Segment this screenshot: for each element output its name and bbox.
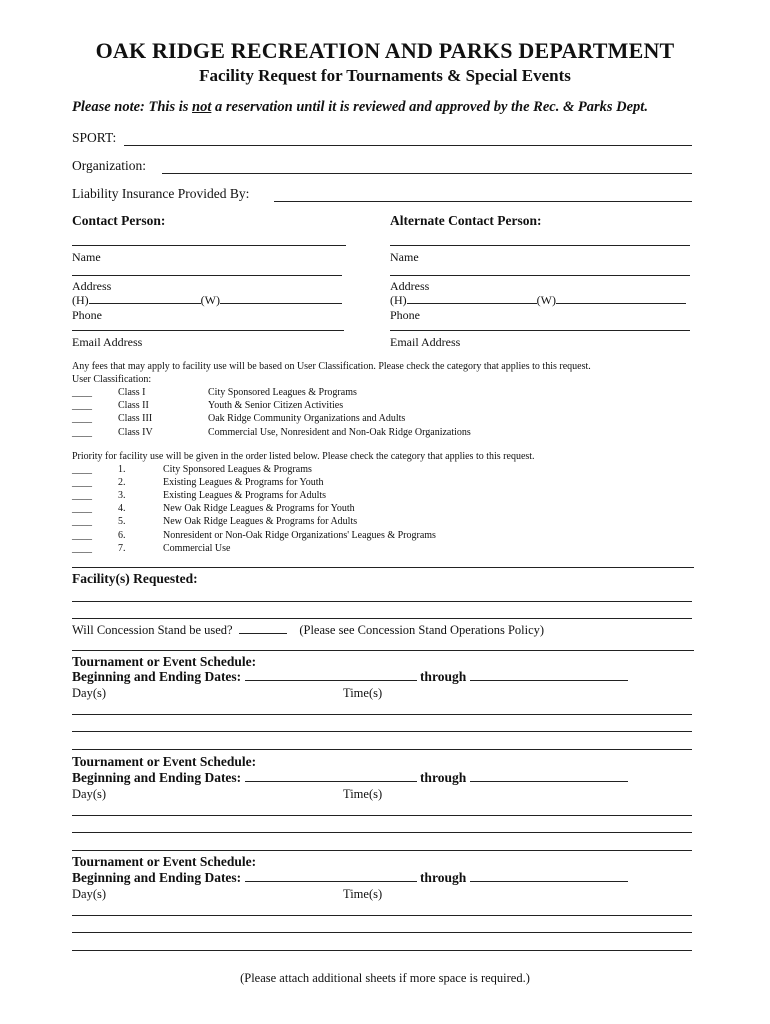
contact-phone-row: (H) (W) — [72, 293, 342, 308]
organization-label: Organization: — [72, 158, 146, 173]
alternate-contact-heading: Alternate Contact Person: — [390, 213, 542, 228]
contact-email-label: Email Address — [72, 335, 143, 349]
facility-input-line[interactable] — [72, 601, 692, 602]
schedule-input-line[interactable] — [72, 850, 692, 851]
contact-work-phone-line[interactable] — [220, 303, 342, 304]
alternate-work-phone-line[interactable] — [556, 303, 686, 304]
priority-number: 2. — [118, 477, 126, 488]
schedule-dates-row: Beginning and Ending Dates: through — [72, 870, 628, 886]
priority-description: New Oak Ridge Leagues & Programs for Youth — [163, 503, 355, 514]
priority-description: City Sponsored Leagues & Programs — [163, 464, 312, 475]
priority-number: 3. — [118, 490, 126, 501]
days-label: Day(s) — [72, 787, 107, 801]
class-blank[interactable]: ____ — [72, 400, 92, 411]
priority-intro: Priority for facility use will be given in the order listed below. Please check the category that applies to this request. — [72, 451, 535, 462]
start-date-line[interactable] — [245, 881, 417, 882]
schedule-input-line[interactable] — [72, 832, 692, 833]
schedule-dates-row: Beginning and Ending Dates: through — [72, 669, 628, 685]
alternate-phone-row: (H) (W) — [390, 293, 686, 308]
contact-address-line[interactable] — [72, 275, 342, 276]
times-label: Time(s) — [343, 686, 383, 700]
days-label: Day(s) — [72, 887, 107, 901]
schedule-heading: Tournament or Event Schedule: — [72, 854, 257, 869]
start-date-line[interactable] — [245, 680, 417, 681]
contact-heading: Contact Person: — [72, 213, 166, 228]
priority-number: 6. — [118, 530, 126, 541]
insurance-label: Liability Insurance Provided By: — [72, 186, 250, 201]
priority-blank[interactable]: ____ — [72, 477, 92, 488]
class-label: Class IV — [118, 427, 153, 438]
footer-note: (Please attach additional sheets if more space is required.) — [240, 971, 530, 985]
concession-row: Will Concession Stand be used? (Please see Concession Stand Operations Policy) — [72, 623, 545, 637]
priority-description: Commercial Use — [163, 543, 231, 554]
priority-blank[interactable]: ____ — [72, 490, 92, 501]
alternate-home-phone-line[interactable] — [407, 303, 537, 304]
schedule-input-line[interactable] — [72, 749, 692, 750]
priority-description: Nonresident or Non-Oak Ridge Organizations' Leagues & Programs — [163, 530, 436, 541]
priority-blank[interactable]: ____ — [72, 530, 92, 541]
contact-name-line[interactable] — [72, 245, 346, 246]
priority-blank[interactable]: ____ — [72, 516, 92, 527]
schedule-heading: Tournament or Event Schedule: — [72, 654, 257, 669]
class-blank[interactable]: ____ — [72, 387, 92, 398]
class-description: City Sponsored Leagues & Programs — [208, 387, 357, 398]
organization-input-line[interactable] — [162, 173, 692, 174]
priority-blank[interactable]: ____ — [72, 503, 92, 514]
schedule-dates-row: Beginning and Ending Dates: through — [72, 770, 628, 786]
priority-description: Existing Leagues & Programs for Youth — [163, 477, 324, 488]
priority-number: 1. — [118, 464, 126, 475]
end-date-line[interactable] — [470, 881, 628, 882]
facility-heading: Facility(s) Requested: — [72, 571, 198, 586]
contact-email-line[interactable] — [72, 330, 344, 331]
alternate-phone-label: Phone — [390, 308, 420, 322]
class-label: Class I — [118, 387, 146, 398]
priority-number: 5. — [118, 516, 126, 527]
days-label: Day(s) — [72, 686, 107, 700]
end-date-line[interactable] — [470, 781, 628, 782]
alternate-name-label: Name — [390, 250, 419, 264]
priority-blank[interactable]: ____ — [72, 543, 92, 554]
schedule-input-line[interactable] — [72, 932, 692, 933]
schedule-input-line[interactable] — [72, 815, 692, 816]
class-blank[interactable]: ____ — [72, 427, 92, 438]
times-label: Time(s) — [343, 887, 383, 901]
class-blank[interactable]: ____ — [72, 413, 92, 424]
schedule-input-line[interactable] — [72, 731, 692, 732]
schedule-heading: Tournament or Event Schedule: — [72, 754, 257, 769]
alternate-name-line[interactable] — [390, 245, 690, 246]
sport-label: SPORT: — [72, 130, 117, 145]
times-label: Time(s) — [343, 787, 383, 801]
priority-blank[interactable]: ____ — [72, 464, 92, 475]
reservation-note: Please note: This is not a reservation until it is reviewed and approved by the Rec. & Parks Dept. — [72, 99, 648, 115]
alternate-email-label: Email Address — [390, 335, 461, 349]
alternate-email-line[interactable] — [390, 330, 690, 331]
schedule-input-line[interactable] — [72, 950, 692, 951]
class-description: Oak Ridge Community Organizations and Adults — [208, 413, 406, 424]
section-divider — [72, 567, 694, 568]
facility-input-line[interactable] — [72, 618, 692, 619]
concession-answer-line[interactable] — [239, 633, 287, 634]
contact-address-label: Address — [72, 279, 112, 293]
priority-description: Existing Leagues & Programs for Adults — [163, 490, 327, 501]
section-divider — [72, 650, 694, 651]
insurance-input-line[interactable] — [274, 201, 692, 202]
alternate-address-label: Address — [390, 279, 430, 293]
sport-input-line[interactable] — [124, 145, 692, 146]
priority-number: 7. — [118, 543, 126, 554]
class-description: Youth & Senior Citizen Activities — [208, 400, 344, 411]
priority-description: New Oak Ridge Leagues & Programs for Adults — [163, 516, 358, 527]
fees-intro: Any fees that may apply to facility use will be based on User Classification. Please check the category that applies to this request. — [72, 361, 591, 372]
class-label: Class II — [118, 400, 149, 411]
contact-name-label: Name — [72, 250, 101, 264]
contact-phone-label: Phone — [72, 308, 102, 322]
class-description: Commercial Use, Nonresident and Non-Oak Ridge Organizations — [208, 427, 471, 438]
page-subtitle: Facility Request for Tournaments & Special Events — [199, 66, 571, 85]
schedule-input-line[interactable] — [72, 714, 692, 715]
class-label: Class III — [118, 413, 153, 424]
user-classification-heading: User Classification: — [72, 374, 152, 385]
schedule-input-line[interactable] — [72, 915, 692, 916]
page-title: OAK RIDGE RECREATION AND PARKS DEPARTMENT — [95, 38, 675, 63]
end-date-line[interactable] — [470, 680, 628, 681]
contact-home-phone-line[interactable] — [89, 303, 201, 304]
start-date-line[interactable] — [245, 781, 417, 782]
alternate-address-line[interactable] — [390, 275, 690, 276]
priority-number: 4. — [118, 503, 126, 514]
